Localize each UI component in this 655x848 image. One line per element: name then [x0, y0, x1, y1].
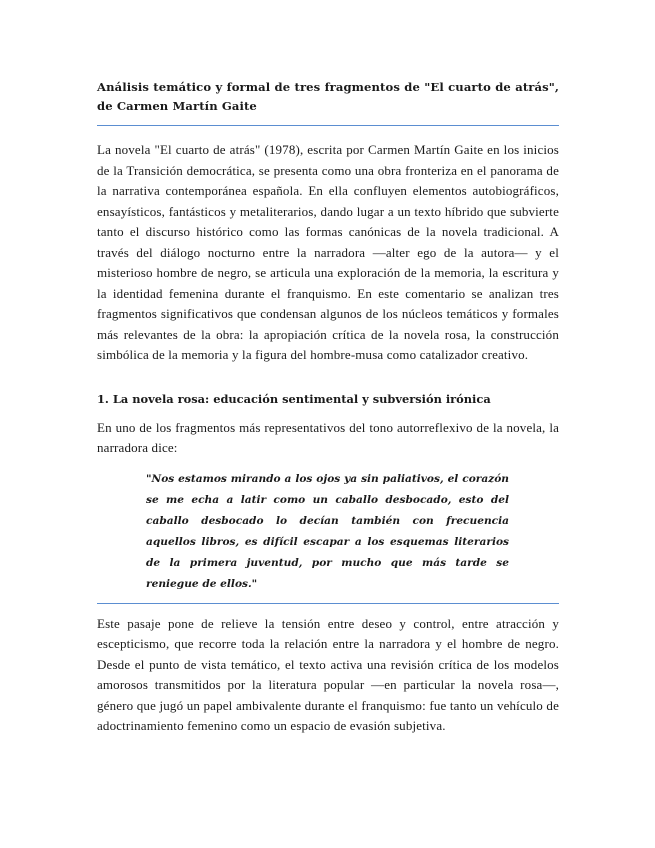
quote-divider: [97, 603, 559, 604]
document-title: Análisis temático y formal de tres fragmentos de "El cuarto de atrás", de Carmen Martín Gaite: [97, 80, 559, 113]
title-divider: [97, 125, 559, 126]
block-quote: "Nos estamos mirando a los ojos ya sin paliativos, el corazón se me echa a latir como un caballo desbocado, esto del caballo desbocado lo decían también con frecuencia aquellos libros, es difícil escapar a los esquemas literarios de la primera juventud, por mucho que más tarde se reniegue de ellos.": [146, 472, 509, 590]
section-heading: 1. La novela rosa: educación sentimental y subversión irónica: [97, 391, 491, 406]
section-lead-paragraph: En uno de los fragmentos más representativos del tono autorreflexivo de la novela, la narradora dice:: [97, 419, 559, 455]
intro-paragraph: La novela "El cuarto de atrás" (1978), escrita por Carmen Martín Gaite en los inicios de la Transición democrática, se presenta como una obra fronteriza en el panorama de la narrativa contemporánea española. En ella confluyen elementos autobiográficos, ensayísticos, fantásticos y metaliterarios, dando lugar a un texto híbrido que subvierte tanto el discurso histórico como las formas canónicas de la novela tradicional. A través del diálogo nocturno entre la narradora —alter ego de la autora— y el misterioso hombre de negro, se articula una exploración de la memoria, la escritura y la identidad femenina durante el franquismo. En este comentario se analizan tres fragmentos significativos que condensan algunos de los núcleos temáticos y formales más relevantes de la obra: la apropiación crítica de la novela rosa, la construcción simbólica de la memoria y la figura del hombre-musa como catalizador creativo.: [97, 142, 559, 362]
analysis-paragraph: Este pasaje pone de relieve la tensión entre deseo y control, entre atracción y escepticismo, que recorre toda la relación entre la narradora y el hombre de negro. Desde el punto de vista temático, el texto activa una revisión crítica de los modelos amorosos transmitidos por la literatura popular —en particular la novela rosa—, género que jugó un papel ambivalente durante el franquismo: fue tanto un vehículo de adoctrinamiento femenino como un espacio de evasión subjetiva.: [97, 615, 559, 733]
document-page: [97, 78, 559, 737]
